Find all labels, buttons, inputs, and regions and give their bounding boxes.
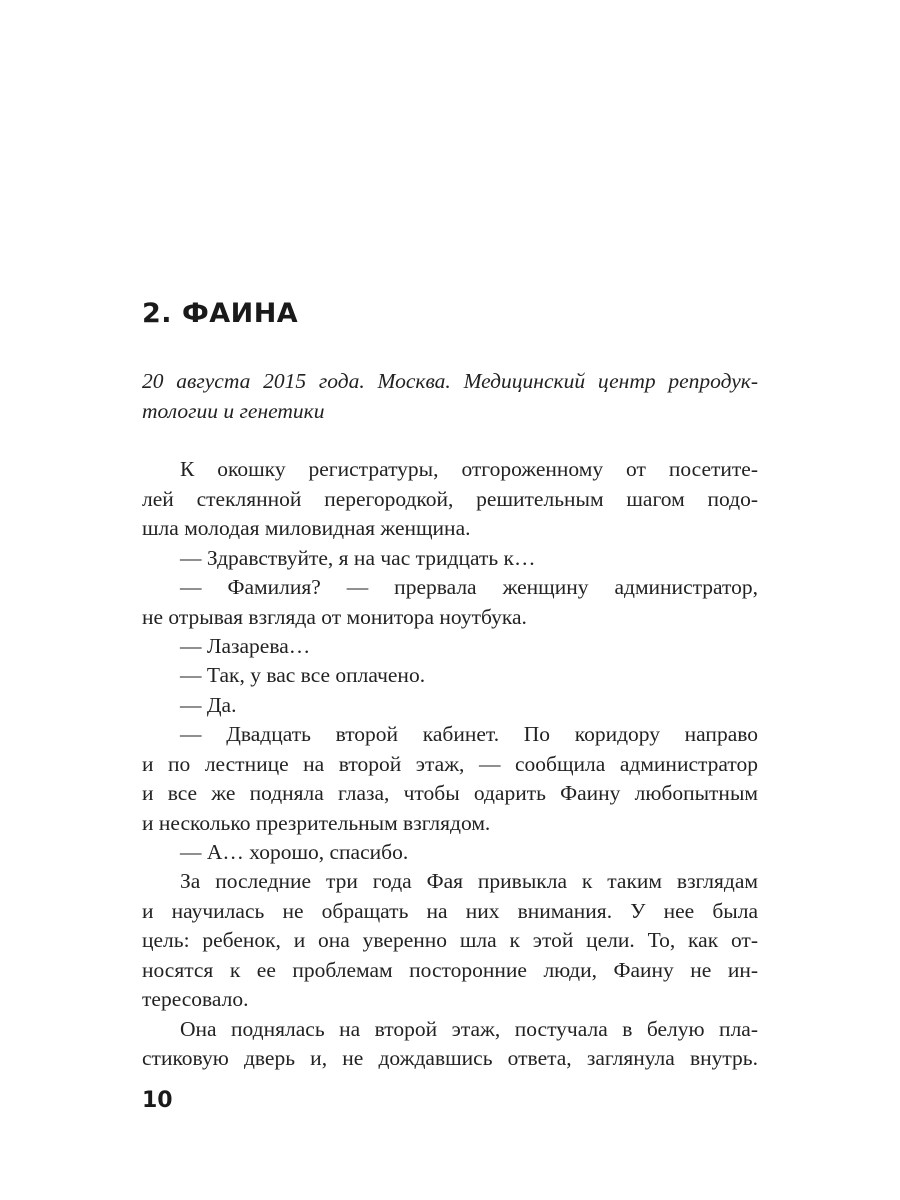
text-line: не отрывая взгляда от монитора ноутбука. (142, 605, 527, 629)
text-line: и несколько презрительным взглядом. (142, 811, 491, 835)
text-line: — А… хорошо, спасибо. (180, 840, 409, 864)
chapter-title: 2. ФАИНА (142, 298, 299, 329)
text-line: лей стеклянной перегородкой, решительным шагом подо- (142, 487, 758, 511)
text-line: шла молодая миловидная женщина. (142, 516, 471, 540)
text-line: — Так, у вас все оплачено. (180, 663, 426, 687)
text-line: и по лестнице на второй этаж, — сообщила администратор (142, 752, 758, 776)
text-line: и все же подняла глаза, чтобы одарить Фаину любопытным (142, 781, 758, 805)
text-line: — Двадцать второй кабинет. По коридору направо (180, 722, 758, 746)
text-line: — Лазарева… (180, 634, 311, 658)
text-line: Она поднялась на второй этаж, постучала в белую пла- (180, 1017, 758, 1041)
text-line: К окошку регистратуры, отгороженному от посетите- (180, 457, 758, 481)
page-number: 10 (142, 1088, 173, 1113)
text-line: — Фамилия? — прервала женщину администратор, (180, 575, 758, 599)
epigraph-line: 20 августа 2015 года. Москва. Медицинский центр репродук- (142, 369, 758, 393)
text-line: — Здравствуйте, я на час тридцать к… (180, 546, 536, 570)
text-line: и научилась не обращать на них внимания. У нее была (142, 899, 758, 923)
text-line: цель: ребенок, и она уверенно шла к этой цели. То, как от- (142, 928, 758, 952)
text-line: тересовало. (142, 987, 249, 1011)
epigraph-line: тологии и генетики (142, 399, 325, 423)
epigraph (142, 366, 758, 426)
text-line: стиковую дверь и, не дождавшись ответа, заглянула внутрь. (142, 1046, 758, 1070)
text-line: — Да. (180, 693, 237, 717)
text-line: За последние три года Фая привыкла к таким взглядам (180, 869, 758, 893)
text-line: носятся к ее проблемам посторонние люди, Фаину не ин- (142, 958, 758, 982)
